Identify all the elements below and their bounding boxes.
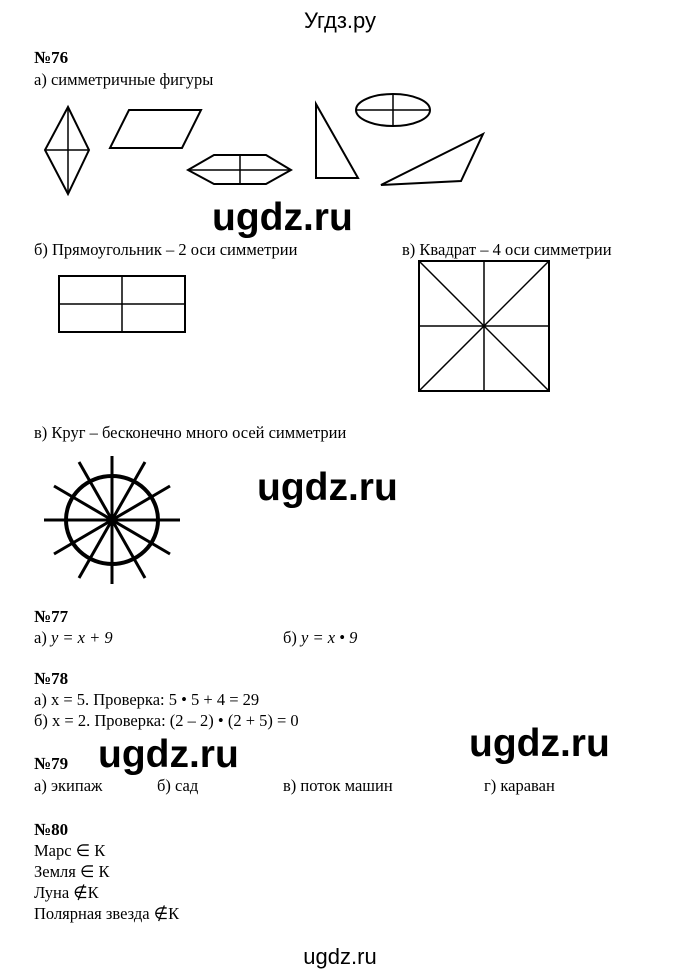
task-77-number: №77 bbox=[34, 607, 69, 626]
watermark: ugdz.ru bbox=[98, 733, 239, 776]
task-76-v2-text: в) Круг – бесконечно много осей симметрии bbox=[34, 423, 347, 442]
obtuse-triangle-shape bbox=[381, 134, 483, 185]
circle-figure bbox=[44, 456, 180, 584]
rectangle-figure bbox=[59, 276, 185, 332]
task-76-number: №76 bbox=[34, 48, 69, 67]
task-76-a-text: а) симметричные фигуры bbox=[34, 70, 214, 89]
task-80-line: Полярная звезда ∉К bbox=[34, 904, 180, 923]
square-figure bbox=[419, 261, 549, 391]
task-76-b-text: б) Прямоугольник – 2 оси симметрии bbox=[34, 240, 298, 259]
task-80-line: Земля ∈ К bbox=[34, 862, 110, 881]
task-77-b bbox=[283, 628, 357, 648]
task-79-answer-v: в) поток машин bbox=[283, 776, 393, 795]
task-80-number: №80 bbox=[34, 820, 69, 839]
site-header: Угдз.ру bbox=[303, 8, 377, 33]
task-79-answer-g: г) караван bbox=[484, 776, 555, 795]
task-77-b-prefix: б) bbox=[283, 628, 302, 647]
parallelogram-shape bbox=[110, 110, 201, 148]
site-footer: ugdz.ru bbox=[303, 944, 377, 969]
task-79-number: №79 bbox=[34, 754, 69, 773]
task-77-a bbox=[34, 628, 113, 648]
task-79-answer-a: а) экипаж bbox=[34, 776, 103, 795]
task-80-line: Луна ∉К bbox=[34, 883, 99, 902]
task-77-a-prefix: а) bbox=[34, 628, 51, 647]
task-77-a-expression: y = x + 9 bbox=[50, 628, 113, 647]
task-78-number: №78 bbox=[34, 669, 69, 688]
watermark: ugdz.ru bbox=[257, 466, 398, 509]
right-triangle-shape bbox=[316, 104, 358, 178]
task-80-line: Марс ∈ К bbox=[34, 841, 106, 860]
watermark: ugdz.ru bbox=[469, 722, 610, 765]
task-78-b-text: б) x = 2. Проверка: (2 – 2) • (2 + 5) = 0 bbox=[34, 711, 299, 730]
task-76-v1-text: в) Квадрат – 4 оси симметрии bbox=[402, 240, 612, 259]
task-79-answer-b: б) сад bbox=[157, 776, 199, 795]
task-78-a-text: а) x = 5. Проверка: 5 • 5 + 4 = 29 bbox=[34, 690, 260, 709]
watermark: ugdz.ru bbox=[212, 196, 353, 239]
task-77-b-expression: y = x • 9 bbox=[301, 628, 358, 647]
